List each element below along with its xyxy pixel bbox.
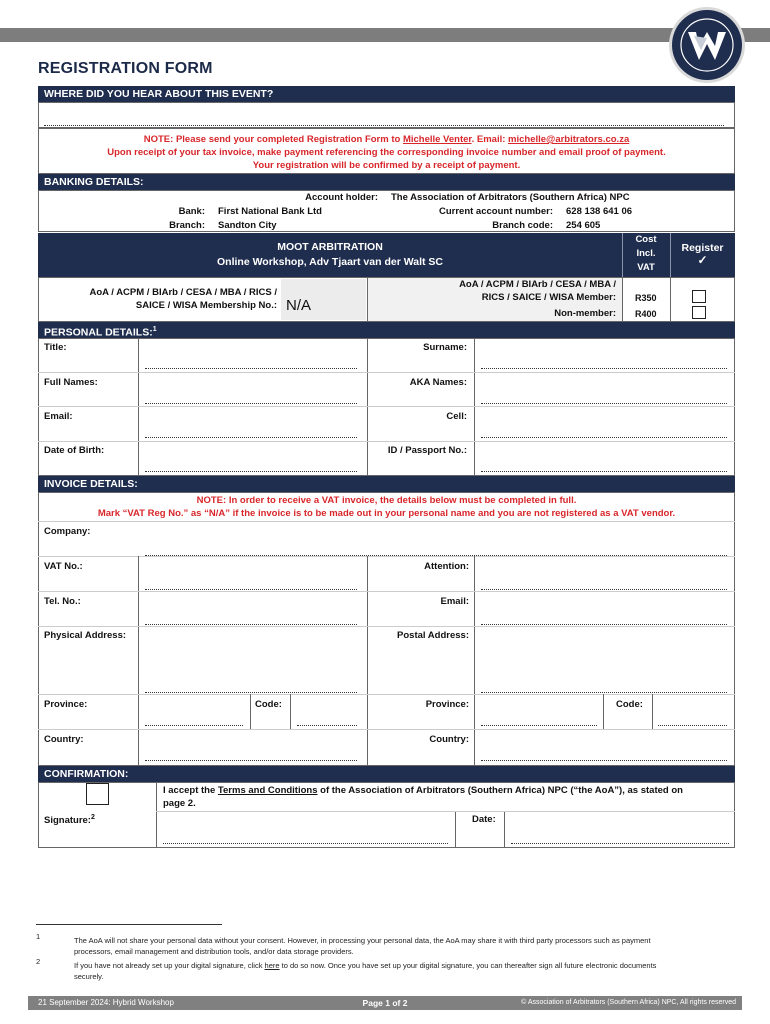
bank-value: First National Bank Ltd [218, 206, 322, 217]
personal-header [38, 322, 735, 338]
divider [652, 694, 653, 729]
signature-input[interactable] [163, 843, 448, 844]
branch-label: Branch: [169, 220, 205, 231]
accept-terms-checkbox[interactable] [86, 783, 109, 805]
branch-code-value: 254 605 [566, 220, 601, 231]
footnote-ref-1: 1 [152, 326, 157, 333]
hear-input[interactable] [44, 125, 724, 126]
footnote-2-suffix: to do so now. Once you have set up your digital signature, you can thereafter sign all future electronic documents [279, 961, 657, 970]
id-input[interactable] [481, 471, 727, 472]
hear-section-header: WHERE DID YOU HEAR ABOUT THIS EVENT? [38, 86, 735, 102]
note-prefix: NOTE: Please send your completed Registration Form to [143, 134, 403, 145]
terms-link[interactable]: Terms and Conditions [217, 785, 318, 796]
account-holder-label: Account holder: [305, 192, 378, 203]
province2-input[interactable] [481, 725, 597, 726]
contact-name-link[interactable]: Michelle Venter [402, 134, 472, 145]
divider [38, 441, 735, 442]
nonmember-register-checkbox[interactable] [692, 306, 706, 319]
surname-label: Surname: [423, 342, 467, 353]
divider [250, 694, 251, 729]
footnote-2-number: 2 [36, 957, 41, 966]
country2-input[interactable] [481, 760, 727, 761]
membership-label-2: SAICE / WISA Membership No.: [135, 300, 277, 311]
country-label: Country: [44, 734, 84, 745]
membership-label-1: AoA / ACPM / BIArb / CESA / MBA / RICS / [89, 287, 277, 298]
divider [504, 811, 505, 848]
date-input[interactable] [511, 843, 729, 844]
dob-label: Date of Birth: [44, 445, 105, 456]
note-line3: Your registration will be confirmed by a receipt of payment. [252, 160, 521, 171]
accept-suffix: of the Association of Arbitrators (Southern Africa) NPC (“the AoA”), as stated on [317, 785, 683, 796]
date-label: Date: [472, 814, 496, 825]
full-names-label: Full Names: [44, 377, 98, 388]
invoice-email-input[interactable] [481, 624, 727, 625]
divider [38, 406, 735, 407]
note-email-label: . Email: [471, 134, 509, 145]
divider [367, 338, 368, 476]
invoice-header: INVOICE DETAILS: [38, 476, 735, 492]
surname-input[interactable] [481, 368, 727, 369]
code2-label: Code: [616, 699, 643, 710]
divider [156, 811, 735, 812]
email-label: Email: [44, 411, 73, 422]
country2-label: Country: [429, 734, 469, 745]
membership-value: N/A [286, 297, 312, 314]
divider [138, 556, 139, 766]
personal-header-text: PERSONAL DETAILS: [44, 326, 153, 339]
province-label: Province: [44, 699, 88, 710]
bank-label: Bank: [178, 206, 205, 217]
top-bar [0, 28, 770, 42]
footer-right: © Association of Arbitrators (Southern Africa) NPC, All rights reserved [521, 999, 736, 1006]
footnote-2-line1 [74, 961, 656, 970]
email-input[interactable] [145, 437, 357, 438]
physical-address-input[interactable] [145, 692, 357, 693]
note-line2: Upon receipt of your tax invoice, make payment referencing the corresponding invoice number and email proof of payment. [107, 147, 666, 158]
divider [38, 521, 735, 522]
banking-header: BANKING DETAILS: [38, 174, 735, 190]
invoice-email-label: Email: [440, 596, 469, 607]
divider [670, 277, 671, 322]
page-footer [28, 996, 742, 1010]
event-subtitle: Online Workshop, Adv Tjaart van der Walt SC [217, 256, 443, 268]
digital-signature-link[interactable]: here [264, 961, 280, 970]
aka-label: AKA Names: [409, 377, 467, 388]
footnote-2-prefix: If you have not already set up your digital signature, click [74, 961, 265, 970]
vat-label: VAT No.: [44, 561, 83, 572]
attention-input[interactable] [481, 589, 727, 590]
divider [38, 556, 735, 557]
divider [455, 811, 456, 848]
code-input[interactable] [297, 725, 357, 726]
nonmember-label: Non-member: [554, 308, 616, 319]
signature-label [44, 814, 95, 826]
divider [474, 556, 475, 766]
full-names-input[interactable] [145, 403, 357, 404]
divider [38, 591, 735, 592]
footer-page-number: Page 1 of 2 [362, 998, 408, 1008]
member-register-checkbox[interactable] [692, 290, 706, 303]
current-account-value: 628 138 641 06 [566, 206, 633, 217]
aka-input[interactable] [481, 403, 727, 404]
divider [38, 372, 735, 373]
tel-label: Tel. No.: [44, 596, 81, 607]
branch-value: Sandton City [218, 220, 277, 231]
note-line1 [38, 134, 735, 145]
footnote-1-number: 1 [36, 932, 41, 941]
event-title: MOOT ARBITRATION [277, 241, 383, 253]
member-label-2: RICS / SAICE / WISA Member: [481, 292, 616, 303]
aoa-logo-icon [668, 6, 746, 84]
member-price: R350 [635, 293, 657, 303]
divider [38, 729, 735, 730]
invoice-note-2: Mark “VAT Reg No.” as “N/A” if the invoice is to be made out in your personal name and you are not registered as a VAT vendor. [97, 508, 676, 519]
divider [290, 694, 291, 729]
cell-label: Cell: [446, 411, 467, 422]
divider [367, 556, 368, 766]
postal-address-input[interactable] [481, 692, 727, 693]
accept-line2: page 2. [163, 798, 196, 809]
invoice-box [38, 492, 735, 766]
id-label: ID / Passport No.: [387, 445, 467, 456]
footnote-ref-2: 2 [90, 814, 95, 821]
attention-label: Attention: [424, 561, 469, 572]
current-account-label: Current account number: [438, 206, 553, 217]
code2-input[interactable] [658, 725, 727, 726]
dob-input[interactable] [145, 471, 357, 472]
member-label-1: AoA / ACPM / BIArb / CESA / MBA / [459, 279, 616, 290]
divider [38, 694, 735, 695]
footnote-2-line2: securely. [74, 972, 104, 981]
cost-header-2: Incl. [636, 248, 656, 259]
divider [38, 626, 735, 627]
divider [622, 277, 623, 322]
province2-label: Province: [425, 699, 469, 710]
accept-line1 [163, 785, 683, 796]
register-header: Register [681, 242, 724, 254]
cost-header-3: VAT [637, 262, 655, 273]
footnote-separator [36, 924, 222, 925]
branch-code-label: Branch code: [492, 220, 553, 231]
divider [474, 338, 475, 476]
divider [138, 338, 139, 476]
tel-input[interactable] [145, 624, 357, 625]
footnote-1-line1: The AoA will not share your personal data without your consent. However, in processing your personal data, the AoA may share it with third party processors such as payment [74, 936, 651, 945]
vat-input[interactable] [145, 589, 357, 590]
cost-header-1: Cost [635, 234, 657, 245]
confirmation-header: CONFIRMATION: [38, 766, 735, 782]
province-input[interactable] [145, 725, 243, 726]
signature-label-text: Signature: [44, 815, 91, 827]
footnote-1-line2: processors, email management and distribution tools, and/or data storage providers. [74, 947, 354, 956]
check-icon: ✓ [697, 253, 708, 267]
code-label: Code: [255, 699, 282, 710]
invoice-note-1: NOTE: In order to receive a VAT invoice, the details below must be completed in full. [196, 495, 577, 506]
accept-prefix: I accept the [163, 785, 218, 796]
title-label: Title: [44, 342, 67, 353]
physical-address-label: Physical Address: [44, 630, 127, 641]
account-holder-value: The Association of Arbitrators (Southern Africa) NPC [391, 192, 630, 203]
form-title: REGISTRATION FORM [38, 60, 213, 77]
nonmember-price: R400 [635, 309, 657, 319]
title-input[interactable] [145, 368, 357, 369]
company-label: Company: [44, 526, 91, 537]
divider [156, 782, 157, 848]
cell-input[interactable] [481, 437, 727, 438]
country-input[interactable] [145, 760, 357, 761]
footer-left: 21 September 2024: Hybrid Workshop [38, 998, 174, 1007]
postal-address-label: Postal Address: [397, 630, 469, 641]
contact-email-link[interactable]: michelle@arbitrators.co.za [508, 134, 630, 145]
divider [603, 694, 604, 729]
